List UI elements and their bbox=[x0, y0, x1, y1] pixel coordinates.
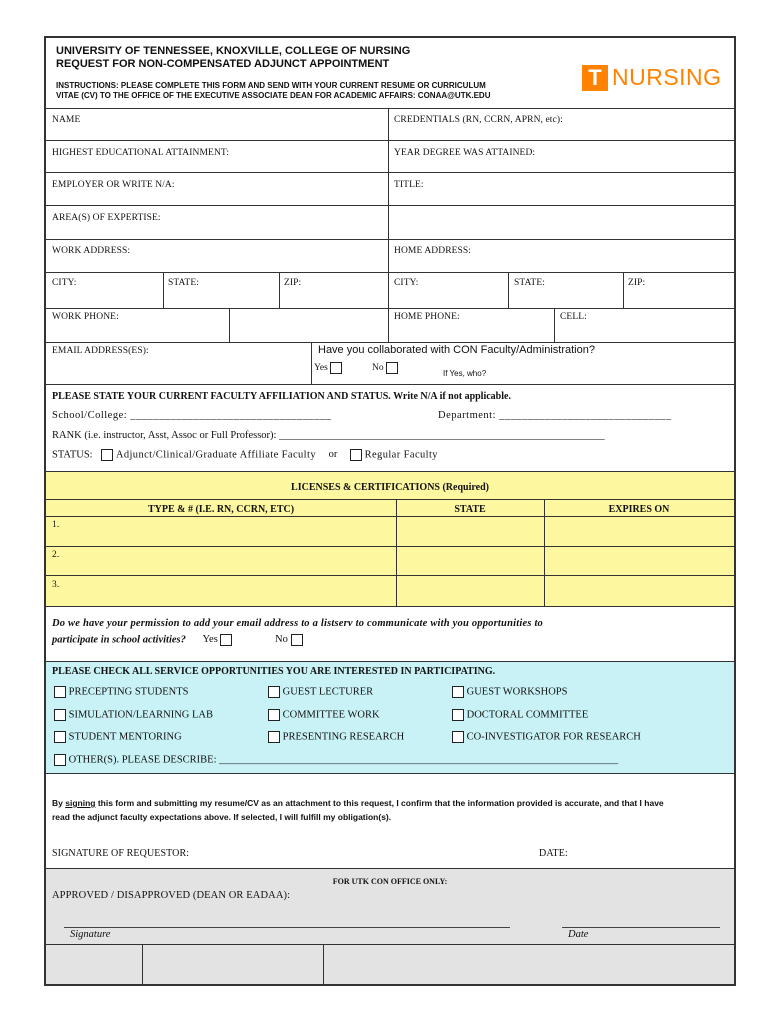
service-option-research[interactable] bbox=[268, 731, 404, 743]
license-row-2[interactable]: 2. bbox=[52, 550, 60, 560]
office-only-title: FOR UTK CON OFFICE ONLY: bbox=[332, 877, 448, 886]
approval-label: APPROVED / DISAPPROVED (DEAN OR EADAA): bbox=[52, 890, 291, 901]
service-option-precepting[interactable] bbox=[54, 686, 189, 698]
adjunct-status-checkbox[interactable] bbox=[101, 449, 113, 461]
nursing-logo bbox=[582, 64, 722, 91]
title-label: TITLE: bbox=[394, 180, 424, 190]
mentoring-label: STUDENT MENTORING bbox=[68, 731, 182, 743]
guest-workshops-checkbox[interactable] bbox=[452, 686, 464, 698]
other-checkbox[interactable] bbox=[54, 754, 66, 766]
service-option-guest-workshops[interactable] bbox=[452, 686, 567, 698]
collaboration-question: Have you collaborated with CON Faculty/Administration? bbox=[318, 344, 595, 356]
status-row bbox=[52, 449, 438, 461]
approver-date-field[interactable]: Date bbox=[568, 929, 589, 940]
rank-field[interactable]: RANK (i.e. instructor, Asst, Assoc or Full Professor): ______________________________________________________________ bbox=[52, 430, 605, 441]
year-degree-label: YEAR DEGREE WAS ATTAINED: bbox=[394, 148, 536, 158]
service-option-doctoral[interactable] bbox=[452, 709, 588, 721]
service-option-mentoring[interactable] bbox=[54, 731, 182, 743]
precepting-label: PRECEPTING STUDENTS bbox=[68, 686, 189, 698]
approver-signature-field[interactable]: Signature bbox=[70, 929, 111, 940]
collab-no-option[interactable] bbox=[372, 362, 398, 374]
home-address-label: HOME ADDRESS: bbox=[394, 246, 472, 256]
office-cell-1[interactable] bbox=[46, 945, 142, 983]
listserv-row bbox=[52, 634, 303, 646]
doctoral-checkbox[interactable] bbox=[452, 709, 464, 721]
work-phone-label: WORK PHONE: bbox=[52, 312, 119, 322]
status-label: STATUS: bbox=[52, 449, 93, 461]
listserv-no-label: No bbox=[275, 634, 288, 646]
collab-yes-label: Yes bbox=[314, 363, 328, 374]
collab-no-label: No bbox=[372, 363, 384, 374]
guest-lecturer-label: GUEST LECTURER bbox=[282, 686, 374, 698]
licenses-title: LICENSES & CERTIFICATIONS (Required) bbox=[291, 482, 489, 493]
form-title: REQUEST FOR NON-COMPENSATED ADJUNCT APPOINTMENT bbox=[56, 58, 390, 70]
if-yes-who-label: If Yes, who? bbox=[443, 369, 487, 378]
expertise-label: AREA(S) OF EXPERTISE: bbox=[52, 213, 161, 223]
service-option-guest-lecturer[interactable] bbox=[268, 686, 373, 698]
work-address-label: WORK ADDRESS: bbox=[52, 246, 131, 256]
other-label: OTHER(S). PLEASE DESCRIBE: ____________________________________________________________________________ bbox=[68, 754, 619, 766]
work-state-label: STATE: bbox=[168, 278, 199, 288]
service-option-simulation[interactable] bbox=[54, 709, 213, 721]
department-field[interactable]: Department: ______________________________ bbox=[438, 410, 672, 421]
service-option-committee[interactable] bbox=[268, 709, 380, 721]
requestor-date-label[interactable]: DATE: bbox=[539, 848, 568, 859]
listserv-no-checkbox[interactable] bbox=[291, 634, 303, 646]
university-title: UNIVERSITY OF TENNESSEE, KNOXVILLE, COLLEGE OF NURSING bbox=[56, 45, 411, 57]
simulation-label: SIMULATION/LEARNING LAB bbox=[68, 709, 213, 721]
license-row-1[interactable]: 1. bbox=[52, 520, 60, 530]
regular-status-checkbox[interactable] bbox=[350, 449, 362, 461]
employer-label: EMPLOYER OR WRITE N/A: bbox=[52, 180, 175, 190]
service-option-other[interactable] bbox=[54, 754, 618, 766]
research-checkbox[interactable] bbox=[268, 731, 280, 743]
coinvestigator-checkbox[interactable] bbox=[452, 731, 464, 743]
simulation-checkbox[interactable] bbox=[54, 709, 66, 721]
listserv-yes-checkbox[interactable] bbox=[220, 634, 232, 646]
research-label: PRESENTING RESEARCH bbox=[282, 731, 405, 743]
school-college-field[interactable]: School/College: ___________________________________ bbox=[52, 410, 332, 421]
home-state-label: STATE: bbox=[514, 278, 545, 288]
instructions-line-1: INSTRUCTIONS: PLEASE COMPLETE THIS FORM AND SEND WITH YOUR CURRENT RESUME OR CURRICULUM bbox=[56, 81, 486, 90]
office-cell-2[interactable] bbox=[143, 945, 323, 983]
collab-yes-option[interactable] bbox=[314, 362, 342, 374]
service-heading: PLEASE CHECK ALL SERVICE OPPORTUNITIES YOU ARE INTERESTED IN PARTICIPATING. bbox=[52, 666, 496, 677]
ut-logo-icon: T bbox=[582, 65, 608, 91]
guest-workshops-label: GUEST WORKSHOPS bbox=[466, 686, 568, 698]
license-type-header: TYPE & # (I.E. RN, CCRN, ETC) bbox=[147, 504, 295, 515]
coinvestigator-label: CO-INVESTIGATOR FOR RESEARCH bbox=[466, 731, 641, 743]
listserv-yes-label: Yes bbox=[202, 634, 218, 646]
license-row-3[interactable]: 3. bbox=[52, 580, 60, 590]
status-or-text: or bbox=[328, 449, 338, 461]
adjunct-status-label: Adjunct/Clinical/Graduate Affiliate Faculty bbox=[115, 449, 316, 461]
credentials-label: CREDENTIALS (RN, CCRN, APRN, etc): bbox=[394, 115, 563, 125]
license-expires-header: EXPIRES ON bbox=[608, 504, 670, 515]
affiliation-heading: PLEASE STATE YOUR CURRENT FACULTY AFFILIATION AND STATUS. Write N/A if not applicable. bbox=[52, 391, 511, 402]
committee-checkbox[interactable] bbox=[268, 709, 280, 721]
signing-statement-2: read the adjunct faculty expectations above. If selected, I will fulfill my obligation(s). bbox=[52, 812, 392, 822]
home-city-label: CITY: bbox=[394, 278, 419, 288]
license-state-header: STATE bbox=[454, 504, 486, 515]
listserv-question: Do we have your permission to add your email address to a listserv to communicate with you opportunities to bbox=[52, 618, 544, 629]
home-zip-label: ZIP: bbox=[628, 278, 646, 288]
service-option-coinvestigator[interactable] bbox=[452, 731, 641, 743]
regular-status-label: Regular Faculty bbox=[364, 449, 438, 461]
name-label: NAME bbox=[52, 115, 81, 125]
instructions-line-2: VITAE (CV) TO THE OFFICE OF THE EXECUTIVE ASSOCIATE DEAN FOR ACADEMIC AFFAIRS: CONAA@UTK.EDU bbox=[56, 91, 491, 100]
home-phone-label: HOME PHONE: bbox=[394, 312, 460, 322]
precepting-checkbox[interactable] bbox=[54, 686, 66, 698]
logo-wordmark: NURSING bbox=[612, 64, 722, 90]
guest-lecturer-checkbox[interactable] bbox=[268, 686, 280, 698]
signing-statement-1: By signing this form and submitting my resume/CV as an attachment to this request, I confirm that the information provided is accurate, and that I have bbox=[52, 798, 664, 808]
cell-label: CELL: bbox=[560, 312, 587, 322]
committee-label: COMMITTEE WORK bbox=[282, 709, 380, 721]
office-cell-3[interactable] bbox=[324, 945, 734, 983]
work-zip-label: ZIP: bbox=[284, 278, 302, 288]
mentoring-checkbox[interactable] bbox=[54, 731, 66, 743]
adjunct-request-form bbox=[44, 36, 736, 986]
collab-yes-checkbox[interactable] bbox=[330, 362, 342, 374]
email-label: EMAIL ADDRESS(ES): bbox=[52, 346, 149, 356]
requestor-signature-label[interactable]: SIGNATURE OF REQUESTOR: bbox=[52, 848, 190, 859]
doctoral-label: DOCTORAL COMMITTEE bbox=[466, 709, 589, 721]
work-city-label: CITY: bbox=[52, 278, 77, 288]
collab-no-checkbox[interactable] bbox=[386, 362, 398, 374]
education-label: HIGHEST EDUCATIONAL ATTAINMENT: bbox=[52, 148, 230, 158]
listserv-question-end: participate in school activities? bbox=[52, 634, 186, 646]
